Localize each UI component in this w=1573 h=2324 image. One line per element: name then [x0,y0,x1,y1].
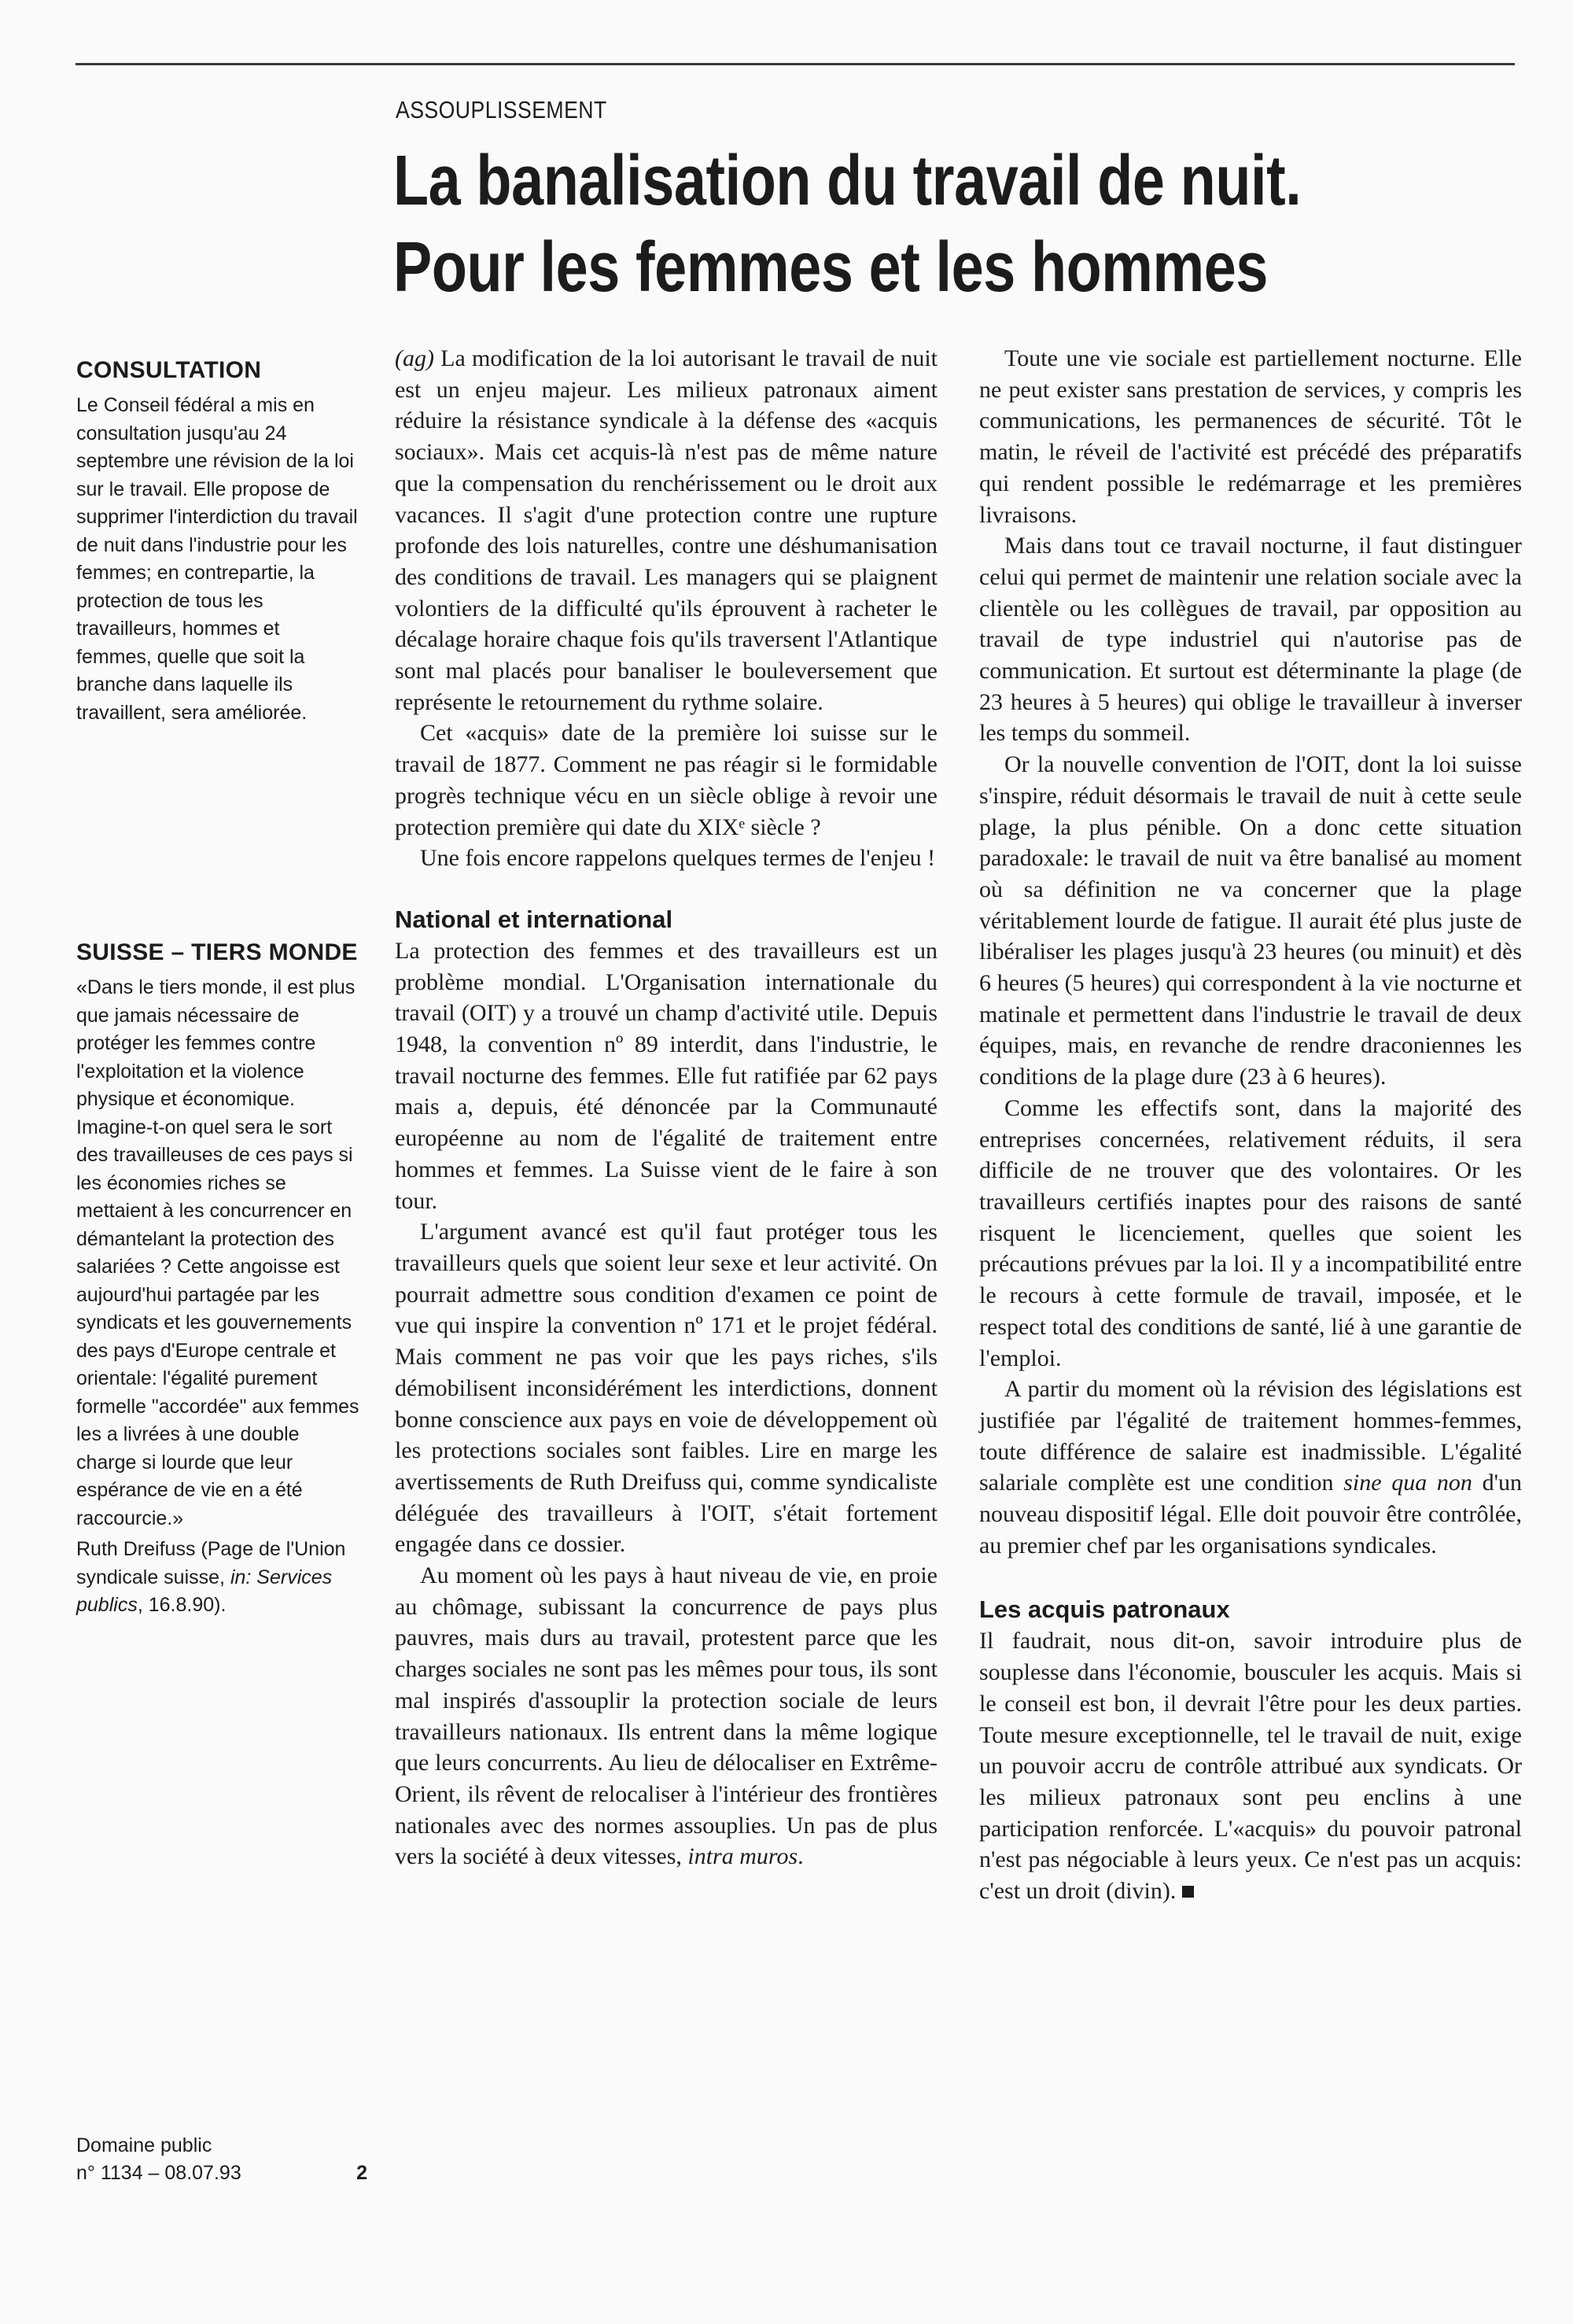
footer [76,2132,367,2187]
section-heading: Les acquis patronaux [979,1595,1230,1624]
sidebar-tiers-monde [76,938,359,1620]
sidebar-text: Le Conseil fédéral a mis en consultation jusqu'au 24 septembre une révision de la loi sur le travail. Elle propose de supprimer l'interdiction du travail de nuit dans l'industrie pour les femmes; en contrepartie, la protection de tous les travailleurs, hommes et femmes, quelle que soit la branche dans laquelle ils travaillent, sera améliorée. [76,394,358,724]
sidebar-source [76,1536,359,1620]
paragraph [979,1625,1522,1906]
paragraph: Or la nouvelle convention de l'OIT, dont la loi suisse s'inspire, réduit désormais le travail de nuit à cette seule plage, la plus pénible. On a donc cette situation paradoxale: le travail de nuit va être banalisé au moment où sa définition ne va concerner que la plage véritablement lourde de fatigue. Il aurait été plus juste de libéraliser les plages jusqu'à 23 heures (ou minuit) et dès 6 heures (5 heures) qui correspondent à la vie nocturne et matinale et permettent dans l'industrie le travail de deux équipes, mais, en revanche de rendre draconiennes les conditions de la plage dure (23 à 6 heures). [979,751,1522,1090]
article-column-1 [395,343,938,1872]
italic-phrase: intra muros [687,1843,798,1870]
top-rule [76,63,1515,65]
paragraph: Comme les effectifs sont, dans la majorité des entreprises concernées, relativement réduits, il sera difficile de ne trouver que des volontaires. Or les travailleurs certifiés inaptes pour des raisons de santé risquent le licenciement, quelles que soient les précautions prévues par la loi. Il y a incompatibilité entre le recours à cette formule de travail, imposée, et le respect total des conditions de santé, lié à une garantie de l'emploi. [979,1094,1522,1371]
paragraph-text: A partir du moment où la révision des législations est justifiée par l'égalité de traitement hommes-femmes, toute différence de salaire est inadmissible. L'égalité salariale complète est une condition [979,1376,1522,1496]
paragraph: La protection des femmes et des travailleurs est un problème mondial. L'Organisation internationale du travail (OIT) y a trouvé un champ d'activité utile. Depuis 1948, la convention nº 89 interdit, dans l'industrie, le travail nocturne des femmes. Elle fut ratifiée par 62 pays mais a, depuis, été dénoncée par la Communauté européenne au nom de l'égalité de traitement entre hommes et femmes. La Suisse vient de le faire à son tour. [395,937,938,1214]
sidebar-heading: CONSULTATION [76,357,262,383]
issue-number: n° 1134 – 08.07.93 [76,2162,241,2184]
paragraph-text: La modification de la loi autorisant le travail de nuit est un enjeu majeur. Les milieux patronaux aiment réduire la résistance syndicale à la défense des «acquis sociaux». Mais cet acquis-là n'est pas de même nature que la compensation du renchérissement ou le droit aux vacances. Il s'agit d'une protection contre une rupture profonde des lois naturelles, contre une déshumanisation des conditions de travail. Les managers qui se plaignent volontiers de la difficulté qu'ils éprouvent à racheter le décalage horaire chaque fois qu'ils traversent l'Atlantique sont mal placés pour banaliser le bouleversement que représente le retournement du rythme solaire. [395,345,938,715]
sidebar-heading: SUISSE – TIERS MONDE [76,939,358,965]
paragraph [395,343,938,717]
paragraph [395,1560,938,1872]
sidebar-consultation [76,356,359,727]
paragraph: Cet «acquis» date de la première loi suisse sur le travail de 1877. Comment ne pas réagir si le formidable progrès technique vécu en un siècle oblige à revoir une protection première qui date du XIXᵉ siècle ? [395,720,938,840]
author-initials: (ag) [395,345,434,371]
paragraph-end: d'un nouveau dispositif légal. Elle doit pouvoir être contrôlée, au premier chef par les organisations syndicales. [979,1470,1523,1559]
kicker: ASSOUPLISSEMENT [396,96,607,124]
section-heading: National et international [395,905,673,933]
paragraph: Toute une vie sociale est partiellement nocturne. Elle ne peut exister sans prestation de services, y compris les communications, les permanences de sécurité. Tôt le matin, le réveil de l'activité est précédé des préparatifs qui rendent possible le redémarrage et les premières livraisons. [979,345,1522,528]
source-date: , 16.8.90). [137,1594,227,1616]
source-in: in: [230,1566,252,1588]
article-column-2 [979,343,1522,1907]
paragraph: Une fois encore rappelons quelques termes de l'enjeu ! [420,845,936,872]
title-line-1: La banalisation du travail de nuit. [393,142,1302,220]
title-line-2: Pour les femmes et les hommes [393,228,1268,307]
paragraph-text: Au moment où les pays à haut niveau de vie, en proie au chômage, subissant la concurrence de pays plus pauvres, mais durs au travail, protestent parce que les charges sociales ne sont pas les mêmes pour tous, ils sont mal inspirés d'assouplir la protection sociale de leurs travailleurs nationaux. Ils entrent dans la même logique que leurs concurrents. Au lieu de délocaliser en Extrême-Orient, ils rêvent de relocaliser à l'intérieur des frontières nationales avec des normes assouplies. Un pas de plus vers la société à deux vitesses, [395,1562,938,1870]
source-publication: Services publics [76,1566,333,1616]
paragraph-text: Il faudrait, nous dit-on, savoir introduire plus de souplesse dans l'économie, bousculer les acquis. Mais si le conseil est bon, il devrait l'être pour les deux parties. Toute mesure exceptionnelle, tel le travail de nuit, exige un pouvoir accru de contrôle attribué aux syndicats. Or les milieux patronaux sont peu enclins à une participation renforcée. L'«acquis» du pouvoir patronal n'est pas négociable à leurs yeux. Ce n'est pas un acquis: c'est un droit (divin). [979,1628,1522,1905]
article-title [393,138,1348,311]
paragraph [979,1374,1522,1561]
paragraph: L'argument avancé est qu'il faut protéger tous les travailleurs quels que soient leur sexe et leur activité. On pourrait admettre sous condition d'examen ce point de vue qui inspire la convention nº 171 et le projet fédéral. Mais comment ne pas voir que les pays riches, s'ils démobilisent inconsidérément les interdictions, donnent bonne conscience aux pays en voie de développement où les protections sociales sont faibles. Lire en marge les avertissements de Ruth Dreifuss qui, comme syndicaliste déléguée des travailleurs à l'OIT, s'était fortement engagée dans ce dossier. [395,1219,938,1558]
paragraph-end: . [798,1843,804,1870]
paragraph: Mais dans tout ce travail nocturne, il faut distinguer celui qui permet de maintenir une relation sociale avec la clientèle ou les collègues de travail, par opposition au travail de type industriel qui n'autorise pas de communication. Et surtout est déterminante la plage (de 23 heures à 5 heures) qui oblige le travailleur à inverser les temps du sommeil. [979,533,1522,747]
sidebar-quote: «Dans le tiers monde, il est plus que jamais nécessaire de protéger les femmes contre l'exploitation et la violence physique et économique. Imagine-t-on quel sera le sort des travailleuses de ces pays si les économies riches se mettaient à les concurrencer en démantelant la protection des salariées ? Cette angoisse est aujourd'hui partagée par les syndicats et les gouvernements des pays d'Europe centrale et orientale: l'égalité purement formelle "accordée" aux femmes les a livrées à une double charge si lourde que leur espérance de vie en a été raccourcie.» [76,976,359,1529]
source-author: Ruth Dreifuss (Page de l'Union syndicale suisse, [76,1538,346,1588]
end-mark-icon [1182,1886,1194,1898]
publication-name: Domaine public [76,2134,212,2156]
italic-phrase: sine qua non [1343,1470,1472,1496]
page-number: 2 [356,2162,367,2184]
